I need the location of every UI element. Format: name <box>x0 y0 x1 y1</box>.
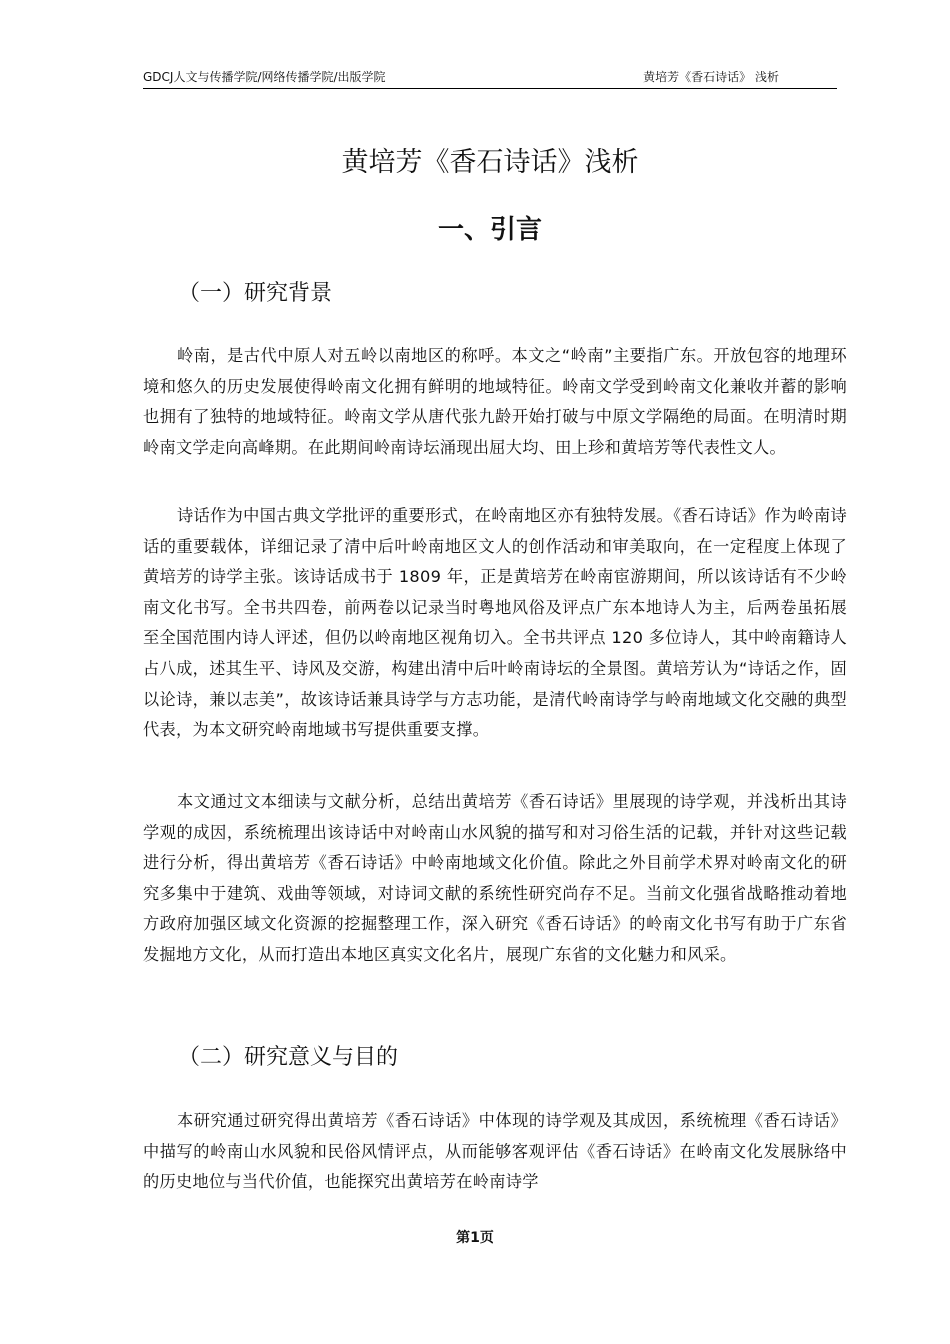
section-heading-introduction: 一、引言 <box>437 215 542 245</box>
page-number: 第1页 <box>456 1230 494 1246</box>
page-header <box>143 70 837 89</box>
paragraph-significance-1: 本研究通过研究得出黄培芳《香石诗话》中体现的诗学观及其成因，系统梳理《香石诗话》中描写的岭南山水风貌和民俗风情评点，从而能够客观评估《香石诗话》在岭南文化发展脉络中的历史地位与当代价值，也能探究出黄培芳在岭南诗学 <box>143 1111 847 1192</box>
subsection-heading-background: （一）研究背景 <box>178 281 333 306</box>
paragraph-background-3: 本文通过文本细读与文献分析，总结出黄培芳《香石诗话》里展现的诗学观，并浅析出其诗学观的成因，系统梳理出该诗话中对岭南山水风貌的描写和对习俗生活的记载，并针对这些记载进行分析，得出黄培芳《香石诗话》中岭南地域文化价值。除此之外目前学术界对岭南文化的研究多集中于建筑、戏曲等领域，对诗词文献的系统性研究尚存不足。当前文化强省战略推动着地方政府加强区域文化资源的挖掘整理工作，深入研究《香石诗话》的岭南文化书写有助于广东省发掘地方文化，从而打造出本地区真实文化名片，展现广东省的文化魅力和风采。 <box>143 792 847 964</box>
header-left-text: GDCJ人文与传播学院/网络传播学院/出版学院 <box>143 70 386 84</box>
paragraph-background-2: 诗话作为中国古典文学批评的重要形式，在岭南地区亦有独特发展。《香石诗话》作为岭南诗话的重要载体，详细记录了清中后叶岭南地区文人的创作活动和审美取向，在一定程度上体现了黄培芳的诗学主张。该诗话成书于 1809 年，正是黄培芳在岭南宦游期间，所以该诗话有不少岭南文化书写。全书共四卷，前两卷以记录当时粤地风俗及评点广东本地诗人为主，后两卷虽拓展至全国范围内诗人评述，但仍以岭南地区视角切入。全书共评点 120 多位诗人，其中岭南籍诗人占八成，述其生平、诗风及交游，构建出清中后叶岭南诗坛的全景图。黄培芳认为“诗话之作，固以论诗，兼以志美”，故该诗话兼具诗学与方志功能，是清代岭南诗学与岭南地域文化交融的典型代表，为本文研究岭南地域书写提供重要支撑。 <box>143 506 847 740</box>
subsection-heading-significance: （二）研究意义与目的 <box>178 1045 399 1070</box>
paragraph-background-1: 岭南，是古代中原人对五岭以南地区的称呼。本文之“岭南”主要指广东。开放包容的地理环境和悠久的历史发展使得岭南文化拥有鲜明的地域特征。岭南文学受到岭南文化兼收并蓄的影响也拥有了独特的地域特征。岭南文学从唐代张九龄开始打破与中原文学隔绝的局面。在明清时期岭南文学走向高峰期。在此期间岭南诗坛涌现出屈大均、田上珍和黄培芳等代表性文人。 <box>143 346 847 457</box>
document-title: 黄培芳《香石诗话》浅析 <box>341 147 639 178</box>
header-right-text: 黄培芳《香石诗话》 浅析 <box>643 70 779 84</box>
